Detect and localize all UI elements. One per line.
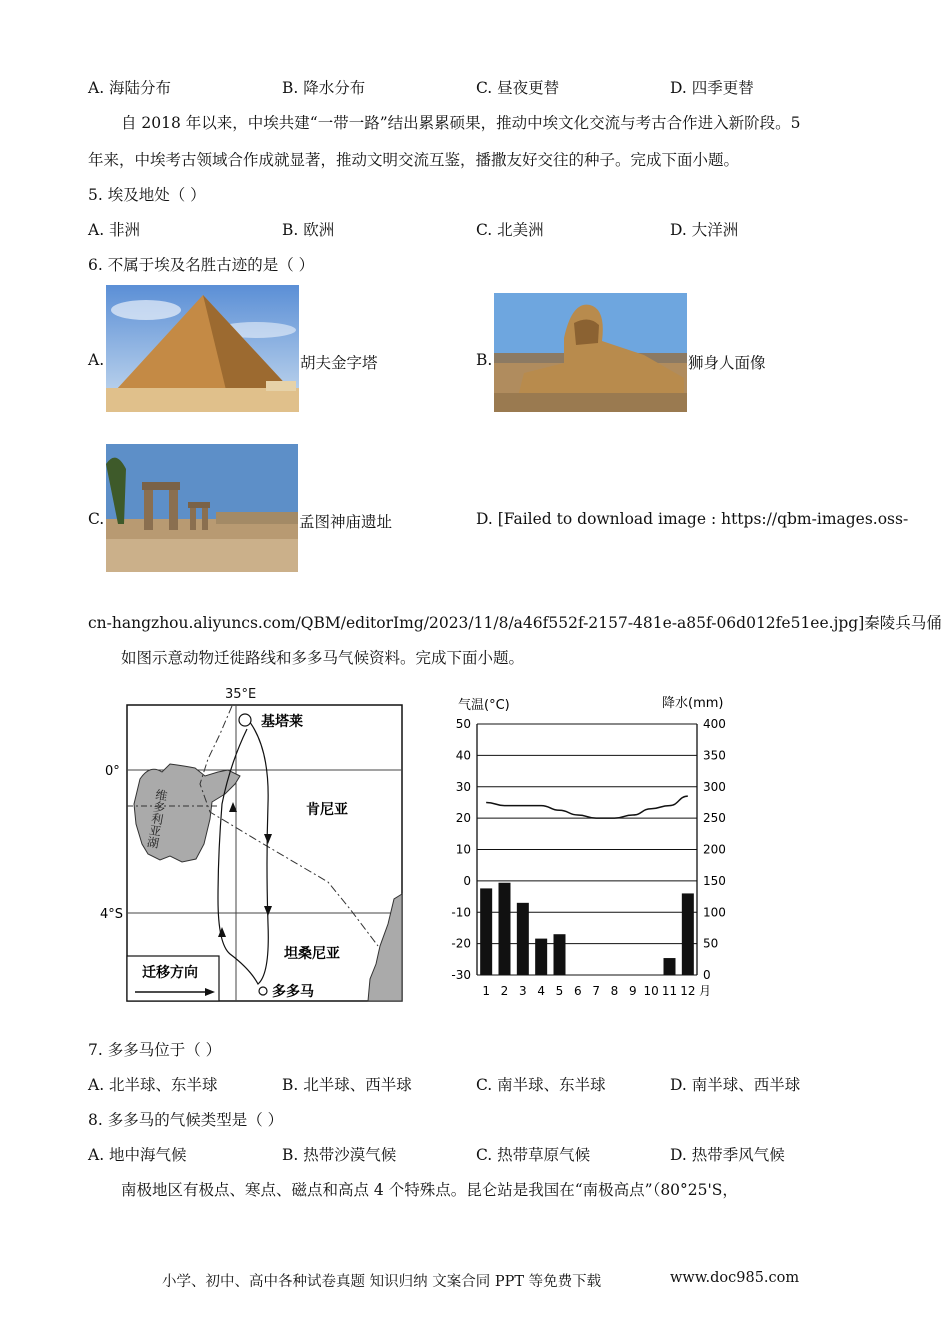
city-dodoma-label: 多多马	[272, 984, 314, 1000]
option-a-label: 胡夫金字塔	[300, 354, 378, 372]
option-c: C. 南半球、东半球	[476, 1076, 606, 1094]
option-a: A. 海陆分布	[88, 79, 172, 97]
legend-label: 迁移方向	[142, 965, 198, 981]
latitude-4s-label: 4°S	[100, 907, 124, 922]
option-b: B. 热带沙漠气候	[282, 1146, 397, 1164]
precip-tick-label: 400	[703, 717, 726, 731]
month-tick-label: 3	[519, 984, 527, 998]
temp-tick-label: 0	[463, 873, 471, 888]
migration-map	[100, 684, 410, 1004]
month-unit-label: 月	[699, 984, 712, 998]
month-tick-label: 6	[574, 984, 582, 998]
temp-tick-label: 30	[455, 779, 471, 794]
precip-bar	[499, 883, 511, 975]
country-tanzania-label: 坦桑尼亚	[284, 946, 340, 962]
country-kenya-label: 肯尼亚	[306, 802, 348, 818]
precip-bar	[517, 903, 529, 975]
footer-text: 小学、初中、高中各种试卷真题 知识归纳 文案合同 PPT 等免费下载	[162, 1274, 602, 1290]
month-tick-label: 11	[661, 984, 678, 998]
temperature-axis-label: 气温(°C)	[458, 698, 510, 713]
precip-bar	[682, 893, 694, 975]
temple-ruins-photo	[106, 444, 298, 572]
latitude-0-label: 0°	[105, 764, 120, 779]
option-d-line2: cn-hangzhou.aliyuncs.com/QBM/editorImg/2023/11/8/a46f552f-2157-481e-a85f-06d012fe51ee.jpg]秦陵兵马俑	[88, 614, 942, 632]
month-tick-label: 4	[537, 984, 545, 998]
option-b: B. 降水分布	[282, 79, 366, 97]
pyramid-photo	[106, 285, 299, 412]
option-d: D. 热带季风气候	[670, 1146, 785, 1164]
month-tick-label: 7	[592, 984, 600, 998]
month-tick-label: 9	[629, 984, 637, 998]
city-kitale-label: 基塔莱	[261, 714, 303, 730]
option-c: C. 北美洲	[476, 221, 544, 239]
footer-link[interactable]: www.doc985.com	[670, 1270, 800, 1286]
lake-label: 维多利亚湖	[144, 787, 169, 850]
option-d-line1: D. [Failed to download image : https://qbm-images.oss-	[476, 510, 909, 528]
option-b-label: 狮身人面像	[688, 354, 766, 372]
option-a: A. 非洲	[88, 221, 141, 239]
option-c: C. 昼夜更替	[476, 79, 560, 97]
precip-tick-label: 300	[703, 779, 726, 794]
temp-tick-label: -20	[451, 936, 471, 951]
option-c-label: 孟图神庙遗址	[299, 513, 393, 531]
option-d: D. 四季更替	[670, 79, 754, 97]
month-tick-label: 10	[643, 984, 659, 998]
intro-paragraph: 如图示意动物迁徙路线和多多马气候资料。完成下面小题。	[121, 649, 525, 667]
sphinx-photo	[494, 293, 687, 412]
option-a-letter: A.	[88, 351, 105, 369]
question-stem: 6. 不属于埃及名胜古迹的是（ ）	[88, 256, 315, 274]
precipitation-axis-label: 降水(mm)	[662, 696, 724, 711]
precip-tick-label: 50	[703, 936, 719, 951]
temp-tick-label: 20	[455, 811, 471, 826]
precip-bar	[554, 934, 566, 975]
option-d: D. 南半球、西半球	[670, 1076, 801, 1094]
temperature-line	[486, 796, 688, 818]
month-tick-label: 8	[610, 984, 619, 998]
option-c-letter: C.	[88, 510, 105, 528]
option-a: A. 北半球、东半球	[88, 1076, 218, 1094]
temp-tick-label: -30	[451, 968, 471, 982]
option-a: A. 地中海气候	[88, 1146, 187, 1164]
month-tick-label: 1	[482, 984, 490, 998]
temp-tick-label: 40	[455, 748, 471, 763]
precip-bar	[480, 888, 492, 975]
month-tick-label: 12	[680, 984, 696, 998]
intro-paragraph-line1: 自 2018 年以来，中埃共建“一带一路”结出累累硕果，推动中埃文化交流与考古合作进入新阶段。5	[121, 114, 801, 132]
climate-chart	[440, 690, 740, 1010]
question-stem: 5. 埃及地处（ ）	[88, 186, 206, 204]
option-d: D. 大洋洲	[670, 221, 739, 239]
option-b: B. 欧洲	[282, 221, 335, 239]
temp-tick-label: -10	[451, 905, 471, 920]
option-b: B. 北半球、西半球	[282, 1076, 412, 1094]
precip-bar	[535, 939, 547, 975]
temp-tick-label: 10	[455, 842, 471, 857]
question-stem: 8. 多多马的气候类型是（ ）	[88, 1111, 284, 1129]
precip-tick-label: 150	[703, 873, 726, 888]
precip-tick-label: 250	[703, 811, 726, 826]
option-b-letter: B.	[476, 351, 493, 369]
precip-tick-label: 350	[703, 748, 726, 763]
precip-bar	[664, 958, 676, 975]
precip-tick-label: 0	[703, 968, 711, 982]
temp-tick-label: 50	[455, 717, 471, 731]
month-tick-label: 5	[555, 984, 564, 998]
question-stem: 7. 多多马位于（ ）	[88, 1041, 222, 1059]
longitude-label: 35°E	[225, 687, 257, 702]
precip-tick-label: 200	[703, 842, 726, 857]
precip-tick-label: 100	[703, 905, 726, 920]
option-c: C. 热带草原气候	[476, 1146, 591, 1164]
intro-paragraph: 南极地区有极点、寒点、磁点和高点 4 个特殊点。昆仑站是我国在“南极高点”（80°25'S，	[121, 1181, 738, 1199]
month-tick-label: 2	[500, 984, 509, 998]
intro-paragraph-line2: 年来，中埃考古领域合作成就显著，推动文明交流互鉴，播撒友好交往的种子。完成下面小题。	[88, 151, 740, 169]
